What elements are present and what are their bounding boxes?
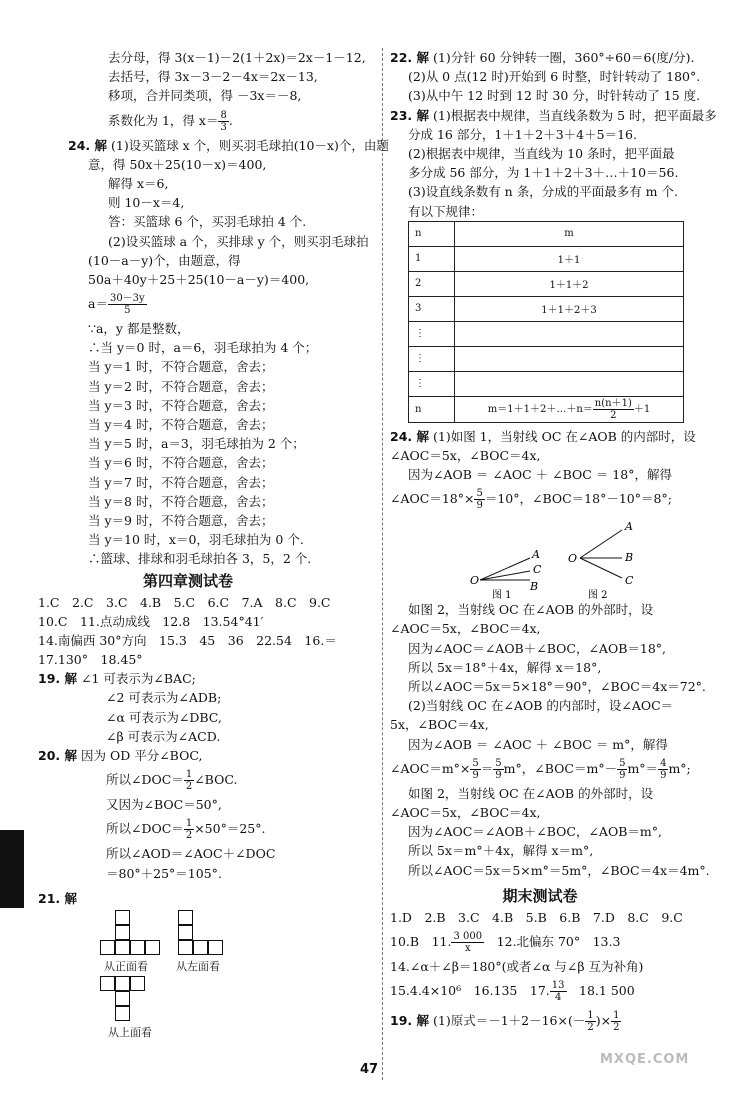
text-line: 当 y＝5 时，a＝3，羽毛球拍为 2 个； bbox=[88, 436, 305, 452]
text-line: (2)设买篮球 a 个，买排球 y 个，则买羽毛球拍 bbox=[108, 233, 369, 249]
figure-label: C bbox=[625, 574, 634, 588]
text-line: ∠AOC＝5x，∠BOC＝4x, bbox=[390, 621, 541, 637]
question-number: 19. 解 bbox=[38, 671, 77, 687]
text-line: 多分成 56 部分，为 1＋1＋2＋3＋…＋10＝56. bbox=[408, 165, 679, 181]
text-line: 所以∠AOC＝5x＝5×m°＝5m°，∠BOC＝4x＝4m°. bbox=[408, 862, 710, 878]
numerator: 3 000 bbox=[453, 930, 483, 942]
fraction bbox=[585, 1010, 595, 1033]
table-cell bbox=[455, 371, 684, 396]
text-line: 因为∠AOC＝∠AOB＋∠BOC，∠AOB＝18°, bbox=[408, 640, 667, 656]
table-header-row bbox=[409, 221, 684, 246]
text-line: 如图 2，当射线 OC 在∠AOB 的外部时，设 bbox=[408, 785, 654, 801]
figure-label: A bbox=[625, 520, 633, 534]
section-title: 期末测试卷 bbox=[502, 886, 578, 905]
answer-line: 14.∠α＋∠β＝180°(或者∠α 与∠β 互为补角) bbox=[390, 958, 644, 974]
denominator: 2 bbox=[185, 830, 193, 842]
text-line bbox=[88, 814, 378, 844]
front-view-grid bbox=[100, 910, 170, 956]
text-line: 移项，合并同类项，得 －3x＝－8, bbox=[108, 88, 302, 104]
text-line: 因为∠AOB ＝ ∠AOC ＋ ∠BOC ＝ m°，解得 bbox=[408, 736, 668, 752]
text-span: (1)如图 1，当射线 OC 在∠AOB 的内部时，设 bbox=[432, 428, 696, 444]
text-span: (1)设买篮球 x 个，则买羽毛球拍(10－x)个，由题 bbox=[110, 137, 389, 153]
text-line: 当 y＝4 时，不符合题意，舍去； bbox=[88, 417, 274, 432]
text-span: )× bbox=[595, 1013, 612, 1029]
top-view-caption: 从上面看 bbox=[108, 1026, 152, 1039]
text-line: 当 y＝7 时，不符合题意，舍去； bbox=[88, 474, 274, 490]
denominator: 9 bbox=[476, 500, 483, 512]
denominator: 4 bbox=[554, 992, 562, 1004]
text-span: m°; bbox=[668, 760, 691, 776]
fraction bbox=[611, 1010, 621, 1033]
denominator: 5 bbox=[124, 305, 131, 317]
table-cell: 2 bbox=[409, 271, 455, 296]
question-number: 24. 解 bbox=[390, 428, 429, 444]
numerator: 1 bbox=[185, 769, 193, 781]
numerator: 13 bbox=[551, 980, 565, 992]
question-number: 19. 解 bbox=[390, 1013, 429, 1029]
text-line: ∴篮球、排球和羽毛球拍各 3，5，2 个. bbox=[88, 551, 312, 567]
table-row bbox=[409, 396, 684, 422]
top-view-grid bbox=[100, 976, 146, 1022]
denominator: 2 bbox=[613, 1022, 620, 1034]
fraction bbox=[550, 980, 567, 1003]
front-view-caption: 从正面看 bbox=[104, 960, 148, 973]
text-line: ∠AOC＝5x，∠BOC＝4x, bbox=[390, 804, 541, 820]
text-span: ∠BOC. bbox=[194, 772, 238, 788]
fraction bbox=[493, 758, 503, 781]
answer-line bbox=[390, 927, 690, 957]
text-line bbox=[38, 669, 378, 688]
text-span: m°＝ bbox=[627, 760, 659, 776]
text-span: ×50°＝25°. bbox=[194, 821, 266, 837]
text-span: ＝10°，∠BOC＝18°－10°＝8°; bbox=[484, 491, 672, 507]
question-number: 20. 解 bbox=[38, 748, 77, 763]
table-row bbox=[409, 271, 684, 296]
denominator: 9 bbox=[660, 769, 667, 781]
figure-caption: 图 1 bbox=[492, 590, 512, 601]
text-line bbox=[390, 106, 717, 125]
numerator: 1 bbox=[185, 818, 193, 830]
table-cell: 1＋1 bbox=[455, 246, 684, 271]
text-span: ∠AOC＝18°× bbox=[390, 491, 475, 507]
denominator: 9 bbox=[472, 769, 479, 781]
question-number: 21. 解 bbox=[38, 890, 77, 906]
left-column bbox=[38, 48, 389, 908]
text-span: ＋1 bbox=[633, 403, 651, 415]
fraction bbox=[617, 758, 627, 781]
text-line bbox=[390, 754, 690, 784]
numerator: 5 bbox=[476, 488, 483, 500]
numerator: 1 bbox=[613, 1010, 620, 1022]
figure-1 bbox=[470, 548, 542, 593]
text-span: a＝ bbox=[88, 296, 108, 312]
text-line: ∠α 可表示为∠DBC, bbox=[106, 709, 222, 725]
text-line: 因为∠AOC＝∠AOB＋∠BOC，∠AOB＝m°, bbox=[408, 824, 662, 840]
fraction bbox=[184, 818, 194, 841]
figure-label: O bbox=[568, 552, 578, 566]
table-cell: n bbox=[409, 396, 455, 422]
numerator: 4 bbox=[660, 757, 667, 769]
answer-line: 10.C 11.点动成线 12.8 13.54°41′ bbox=[38, 613, 264, 629]
answer-line bbox=[390, 976, 690, 1006]
text-line: 所以∠AOD＝∠AOC＋∠DOC bbox=[106, 846, 276, 862]
denominator: 3 bbox=[220, 121, 227, 133]
denominator: 2 bbox=[610, 409, 617, 421]
text-line: 分成 16 部分，1＋1＋2＋3＋4＋5＝16. bbox=[408, 126, 637, 142]
edge-tab bbox=[0, 830, 24, 908]
right-column bbox=[390, 48, 717, 1036]
text-line bbox=[38, 889, 378, 908]
text-span: 所以∠DOC＝ bbox=[106, 821, 184, 837]
text-line bbox=[390, 484, 690, 514]
text-line: 当 y＝8 时，不符合题意，舍去； bbox=[88, 493, 274, 509]
text-line: 有以下规律： bbox=[408, 203, 484, 219]
table-cell: 3 bbox=[409, 296, 455, 321]
text-line: ∴当 y＝0 时，a＝6，羽毛球拍为 4 个； bbox=[88, 340, 318, 356]
table-cell: ⋮ bbox=[409, 371, 455, 396]
figure-label: O bbox=[470, 574, 480, 588]
text-span: 15.4.4×10⁶ 16.135 17. bbox=[390, 983, 550, 999]
text-line: 当 y＝6 时，不符合题意，舍去； bbox=[88, 455, 274, 471]
table-header-cell: m bbox=[455, 221, 684, 246]
text-line: (2)当射线 OC 在∠AOB 的内部时，设∠AOC＝ bbox=[408, 698, 674, 714]
text-line bbox=[390, 1006, 690, 1036]
text-line: ∠β 可表示为∠ACD. bbox=[106, 728, 221, 744]
fraction bbox=[470, 758, 480, 781]
text-line: 所以∠AOC＝5x＝5×18°＝90°，∠BOC＝4x＝72°. bbox=[408, 679, 706, 694]
answer-line: 1.C 2.C 3.C 4.B 5.C 6.C 7.A 8.C 9.C bbox=[38, 594, 331, 610]
answer-line: 1.D 2.B 3.C 4.B 5.B 6.B 7.D 8.C 9.C bbox=[390, 909, 683, 925]
text-line: 5x，∠BOC＝4x, bbox=[390, 717, 489, 733]
text-line: 50a＋40y＋25＋25(10－a－y)＝400, bbox=[88, 271, 310, 287]
text-line: 则 10－x＝4, bbox=[108, 195, 185, 211]
question-number: 23. 解 bbox=[390, 107, 429, 123]
text-line: 去括号，得 3x－3－2－4x＝2x－13, bbox=[108, 69, 318, 85]
question-number: 22. 解 bbox=[390, 50, 429, 65]
text-span: m°，∠BOC＝m°－ bbox=[503, 760, 618, 776]
text-span: ∠AOC＝m°× bbox=[390, 760, 471, 776]
text-line: 所以 5x＝m°＋4x，解得 x＝m°, bbox=[408, 843, 594, 859]
figure-2 bbox=[568, 520, 634, 587]
fraction bbox=[474, 488, 484, 511]
numerator: 5 bbox=[472, 757, 479, 769]
table-header-cell: n bbox=[409, 221, 455, 246]
text-line: (3)从中午 12 时到 12 时 30 分，时针转动了 15 度. bbox=[408, 88, 701, 104]
section-title: 第四章测试卷 bbox=[142, 571, 233, 590]
text-line bbox=[390, 48, 695, 67]
text-line: (2)根据表中规律，当直线为 10 条时，把平面最 bbox=[408, 145, 675, 161]
figure-label: A bbox=[532, 548, 540, 562]
text-span: ＝ bbox=[480, 760, 494, 776]
table-row bbox=[409, 321, 684, 346]
table-row bbox=[409, 296, 684, 321]
question-number: 24. 解 bbox=[68, 137, 107, 153]
left-view-grid bbox=[178, 910, 224, 956]
text-span: m＝1＋1＋2＋…＋n＝ bbox=[487, 403, 593, 415]
text-line: 答：买篮球 6 个，买羽毛球拍 4 个. bbox=[108, 214, 307, 230]
text-span: 所以∠DOC＝ bbox=[106, 772, 184, 788]
text-line: 意，得 50x＋25(10－x)＝400, bbox=[88, 156, 267, 172]
text-line: 当 y＝10 时，x＝0，羽毛球拍为 0 个. bbox=[88, 532, 304, 548]
text-span: (1)原式＝－1＋2－16× bbox=[432, 1013, 568, 1029]
fraction bbox=[658, 758, 668, 781]
figure-label: C bbox=[533, 563, 542, 577]
numerator: 30－3y bbox=[109, 293, 145, 305]
figure-label: B bbox=[625, 551, 634, 565]
fraction bbox=[218, 110, 228, 133]
page-number: 47 bbox=[360, 1062, 379, 1077]
text-span: (1)分针 60 分钟转一圈，360°÷60＝6(度/分). bbox=[432, 50, 695, 65]
text-line: ∵a，y 都是整数， bbox=[88, 321, 190, 337]
text-line: 系数化为 1，得 x＝ $\frac{8}{3}$ . bbox=[108, 109, 233, 133]
table-cell bbox=[455, 396, 684, 422]
text-span: 因为 OD 平分∠BOC, bbox=[80, 748, 203, 763]
table-row bbox=[409, 371, 684, 396]
text-span: (1)根据表中规律，当直线条数为 5 时，把平面最多 bbox=[432, 107, 717, 123]
table-cell: 1 bbox=[409, 246, 455, 271]
denominator: 2 bbox=[587, 1022, 594, 1034]
table-cell bbox=[455, 321, 684, 346]
text-line: 所以 5x＝18°＋4x，解得 x＝18°, bbox=[408, 659, 602, 675]
text-line: 解得 x＝6, bbox=[108, 175, 169, 191]
text-line: (10－a－y)个，由题意，得 bbox=[88, 252, 241, 268]
text-line bbox=[88, 289, 378, 319]
text-line bbox=[88, 765, 378, 795]
text-line bbox=[38, 746, 378, 765]
numerator: n(n＋1) bbox=[594, 397, 632, 409]
text-line: 去分母，得 3(x－1)－2(1＋2x)＝2x－1－12, bbox=[108, 50, 366, 65]
answer-line: 14.南偏西 30°方向 15.3 45 36 22.54 16.＝ bbox=[38, 632, 337, 648]
text-line bbox=[390, 427, 696, 446]
denominator: 2 bbox=[185, 781, 193, 793]
denominator: x bbox=[464, 942, 471, 954]
table-cell: 1＋1＋2＋3 bbox=[455, 296, 684, 321]
numerator: 5 bbox=[619, 757, 626, 769]
table-cell: ⋮ bbox=[409, 346, 455, 371]
numerator: 5 bbox=[495, 757, 502, 769]
fraction bbox=[108, 293, 147, 316]
answer-line: 17.130° 18.45° bbox=[38, 652, 143, 668]
text-line: ∠2 可表示为∠ADB; bbox=[106, 690, 222, 706]
column-divider bbox=[382, 48, 383, 1080]
denominator: 9 bbox=[495, 769, 502, 781]
fraction bbox=[184, 769, 194, 792]
text-line bbox=[68, 136, 389, 155]
text-line: 当 y＝3 时，不符合题意，舍去； bbox=[88, 397, 274, 413]
table-row bbox=[409, 246, 684, 271]
fraction bbox=[451, 931, 484, 954]
text-line: ＝80°＋25°＝105°. bbox=[106, 865, 222, 881]
text-line: 当 y＝2 时，不符合题意，舍去； bbox=[88, 378, 274, 394]
figure-caption: 图 2 bbox=[588, 590, 608, 601]
text-line: 当 y＝9 时，不符合题意，舍去； bbox=[88, 512, 274, 528]
text-line: (2)从 0 点(12 时)开始到 6 时整，时针转动了 180°. bbox=[408, 69, 701, 85]
text-span: 10.B 11. bbox=[390, 933, 452, 949]
text-line: 又因为∠BOC＝50°, bbox=[106, 797, 222, 813]
text-line: 当 y＝1 时，不符合题意，舍去； bbox=[88, 359, 274, 375]
table-row bbox=[409, 346, 684, 371]
table-cell: ⋮ bbox=[409, 321, 455, 346]
figure-label: B bbox=[530, 580, 539, 594]
watermark: MXQE.COM bbox=[600, 1052, 690, 1067]
numerator: 1 bbox=[587, 1010, 594, 1022]
text-span: 12.北偏东 70° 13.3 bbox=[484, 933, 621, 949]
angle-figures bbox=[390, 514, 680, 600]
text-span: 18.1 500 bbox=[566, 983, 635, 999]
text-span: (－ bbox=[567, 1013, 586, 1029]
numerator: 8 bbox=[220, 109, 227, 121]
denominator: 9 bbox=[619, 769, 626, 781]
text-span: ∠1 可表示为∠BAC; bbox=[80, 671, 196, 687]
text-line: 如图 2，当射线 OC 在∠AOB 的外部时，设 bbox=[408, 602, 654, 618]
text-line: 因为∠AOB ＝ ∠AOC ＋ ∠BOC ＝ 18°，解得 bbox=[408, 467, 672, 483]
pattern-table bbox=[408, 221, 684, 423]
left-view-caption: 从左面看 bbox=[176, 960, 220, 973]
text-span: 系数化为 1，得 x＝ bbox=[108, 112, 219, 128]
fraction bbox=[593, 398, 634, 421]
text-line: (3)设直线条数有 n 条，分成的平面最多有 m 个. bbox=[408, 184, 678, 200]
text-line: ∠AOC＝5x，∠BOC＝4x, bbox=[390, 447, 541, 463]
table-cell: 1＋1＋2 bbox=[455, 271, 684, 296]
table-cell bbox=[455, 346, 684, 371]
